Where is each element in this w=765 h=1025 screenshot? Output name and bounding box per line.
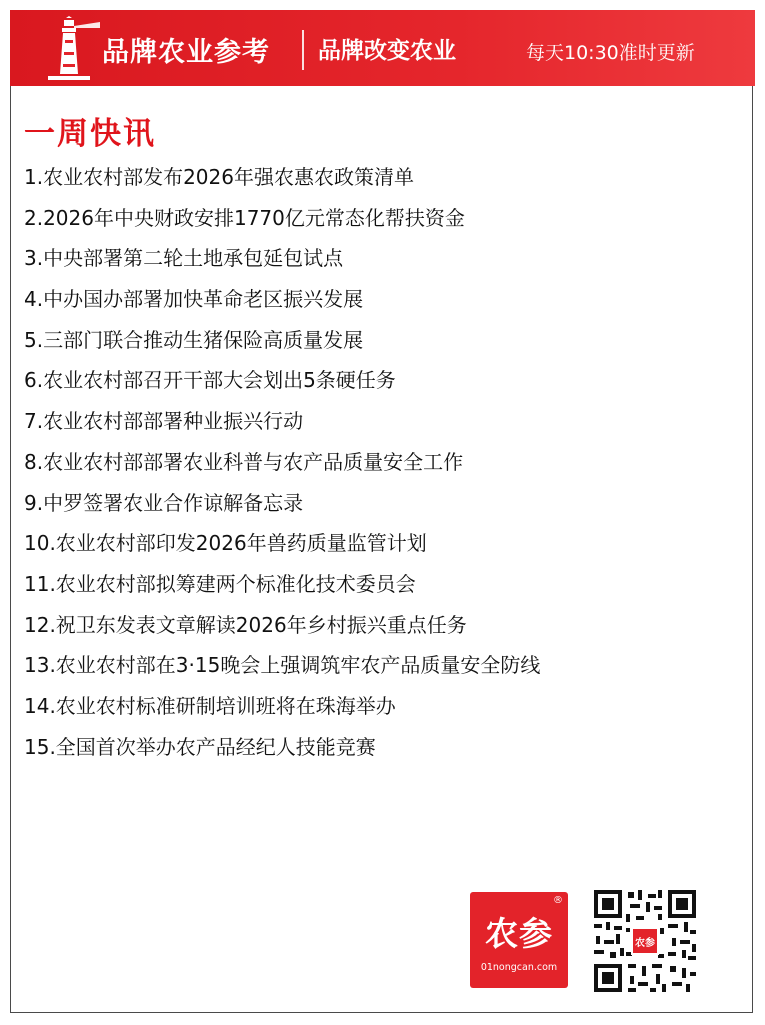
news-item[interactable]: 14.农业农村标准研制培训班将在珠海举办 — [24, 693, 396, 718]
brand-title: 品牌农业参考 — [102, 37, 270, 68]
header-banner — [10, 10, 755, 86]
news-item[interactable]: 4.中办国办部署加快革命老区振兴发展 — [24, 287, 364, 312]
news-item[interactable]: 10.农业农村部印发2026年兽药质量监管计划 — [24, 531, 427, 556]
logo-text: 农参 — [485, 914, 553, 953]
news-item[interactable]: 6.农业农村部召开干部大会划出5条硬任务 — [24, 368, 396, 393]
news-list — [24, 160, 540, 770]
section-title: 一周快讯 — [24, 116, 156, 152]
slogan: 品牌改变农业 — [318, 38, 456, 64]
news-item[interactable]: 8.农业农村部部署农业科普与农产品质量安全工作 — [24, 449, 464, 474]
news-item[interactable]: 5.三部门联合推动生猪保险高质量发展 — [24, 327, 364, 352]
news-item[interactable]: 9.中罗签署农业合作谅解备忘录 — [24, 490, 304, 515]
qr-code[interactable] — [592, 888, 698, 994]
news-item[interactable]: 3.中央部署第二轮土地承包延包试点 — [24, 246, 344, 271]
lighthouse-icon — [38, 16, 100, 86]
news-item[interactable]: 12.祝卫东发表文章解读2026年乡村振兴重点任务 — [24, 612, 467, 637]
registered-mark: ® — [553, 895, 563, 906]
news-item[interactable]: 1.农业农村部发布2026年强农惠农政策清单 — [24, 165, 414, 189]
news-item[interactable]: 7.农业农村部部署种业振兴行动 — [24, 409, 304, 434]
update-schedule: 每天10:30准时更新 — [526, 42, 695, 64]
qr-center-label: 农参 — [635, 938, 655, 949]
logo-url: 01nongcan.com — [480, 962, 558, 973]
news-item[interactable]: 15.全国首次举办农产品经纪人技能竞赛 — [24, 734, 376, 759]
news-item[interactable]: 11.农业农村部拟筹建两个标准化技术委员会 — [24, 571, 416, 596]
nongcan-logo — [470, 892, 568, 988]
news-item[interactable]: 2.2026年中央财政安排1770亿元常态化帮扶资金 — [24, 205, 465, 230]
header-divider — [302, 30, 304, 70]
news-item[interactable]: 13.农业农村部在3·15晚会上强调筑牢农产品质量安全防线 — [24, 653, 541, 678]
